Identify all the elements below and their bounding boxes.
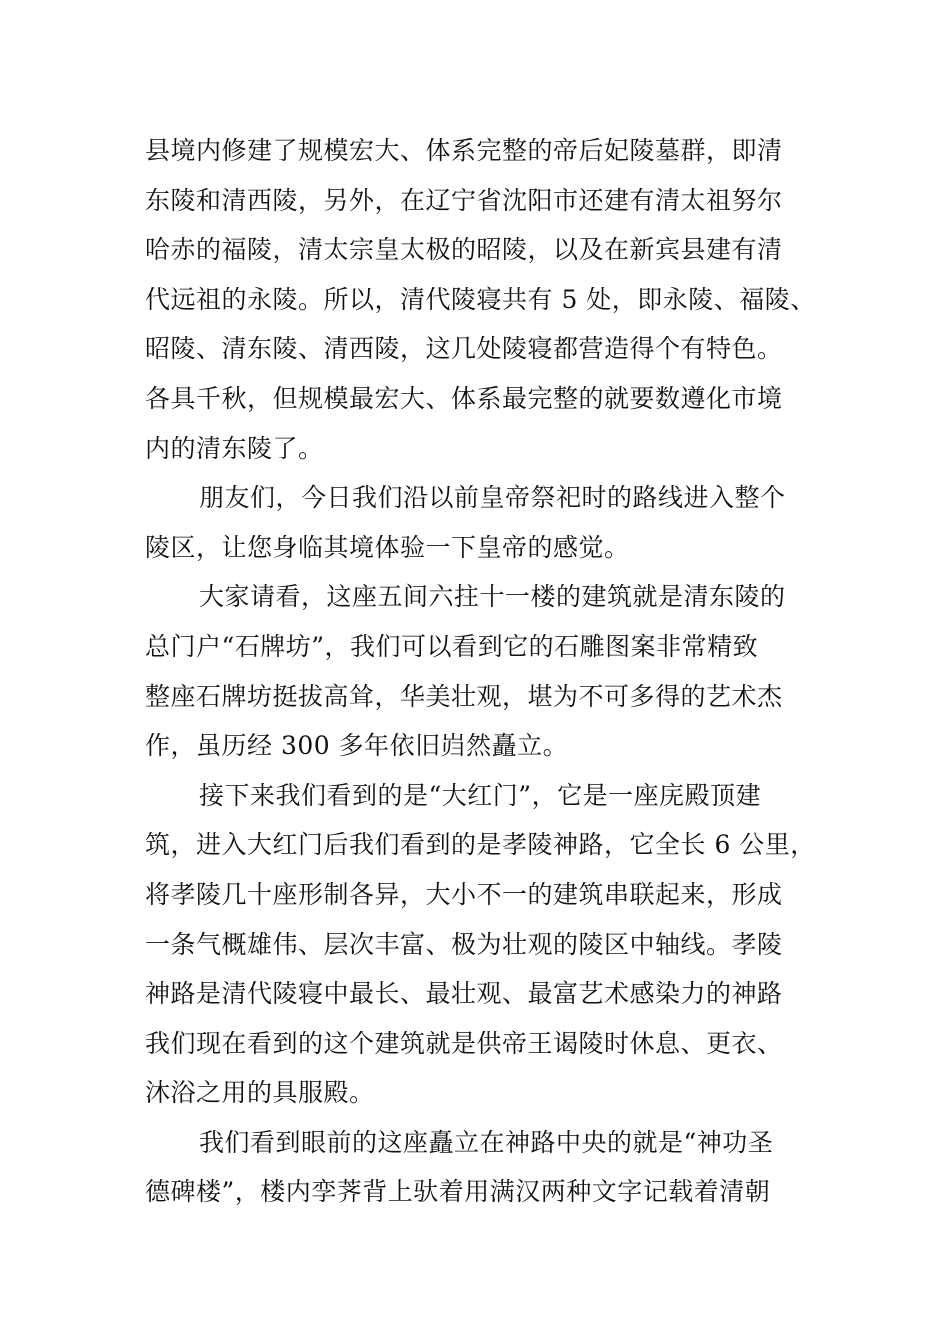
text-line: 代远祖的永陵。所以，清代陵寝共有 5 处，即永陵、福陵、 <box>145 284 816 314</box>
body-text <box>145 126 815 1217</box>
text-line: 将孝陵几十座形制各异，大小不一的建筑串联起来，形成 <box>145 879 783 909</box>
paragraph-1 <box>145 126 815 473</box>
text-line: 大家请看，这座五间六拄十一楼的建筑就是清东陵的 <box>199 582 786 612</box>
text-line: 陵区，让您身临其境体验一下皇帝的感觉。 <box>145 532 630 562</box>
text-line: 整座石牌坊挺拔高耸，华美壮观，堪为不可多得的艺术杰 <box>145 681 783 711</box>
paragraph-3 <box>145 572 815 770</box>
text-line: 昭陵、清东陵、清西陵，这几处陵寝都营造得个有特色。 <box>145 334 783 364</box>
text-line: 筑，进入大红门后我们看到的是孝陵神路，它全长 6 公里， <box>145 830 816 860</box>
text-line: 我们看到眼前的这座矗立在神路中央的就是“神功圣 <box>199 1127 774 1157</box>
text-line: 各具千秋，但规模最宏大、体系最完整的就要数遵化市境 <box>145 383 783 413</box>
text-line: 作，虽历经 300 多年依旧岿然矗立。 <box>145 731 569 761</box>
text-line: 一条气概雄伟、层次丰富、极为壮观的陵区中轴线。孝陵 <box>145 929 783 959</box>
text-line: 沐浴之用的具服殿。 <box>145 1078 375 1108</box>
paragraph-5 <box>145 1118 815 1217</box>
text-line: 神路是清代陵寝中最长、最壮观、最富艺术感染力的神路 <box>145 979 783 1009</box>
text-line: 县境内修建了规模宏大、体系完整的帝后妃陵墓群，即清 <box>145 136 783 165</box>
paragraph-4 <box>145 771 815 1118</box>
text-line: 德碑楼”，楼内孪荠背上驮着用满汉两种文字记载着清朝 <box>145 1177 771 1207</box>
paragraph-2 <box>145 473 815 572</box>
text-line: 哈赤的福陵，清太宗皇太极的昭陵，以及在新宾县建有清 <box>145 235 783 265</box>
text-line: 接下来我们看到的是“大红门”，它是一座庑殿顶建 <box>199 780 762 810</box>
text-line: 我们现在看到的这个建筑就是供帝王谒陵时休息、更衣、 <box>145 1028 783 1058</box>
text-line: 朋友们，今日我们沿以前皇帝祭祀时的路线进入整个 <box>199 483 786 513</box>
text-line: 东陵和清西陵，另外，在辽宁省沈阳市还建有清太祖努尔 <box>145 185 783 215</box>
text-line: 总门户“石牌坊”，我们可以看到它的石雕图案非常精致 <box>145 631 759 661</box>
text-line: 内的清东陵了。 <box>145 433 324 463</box>
